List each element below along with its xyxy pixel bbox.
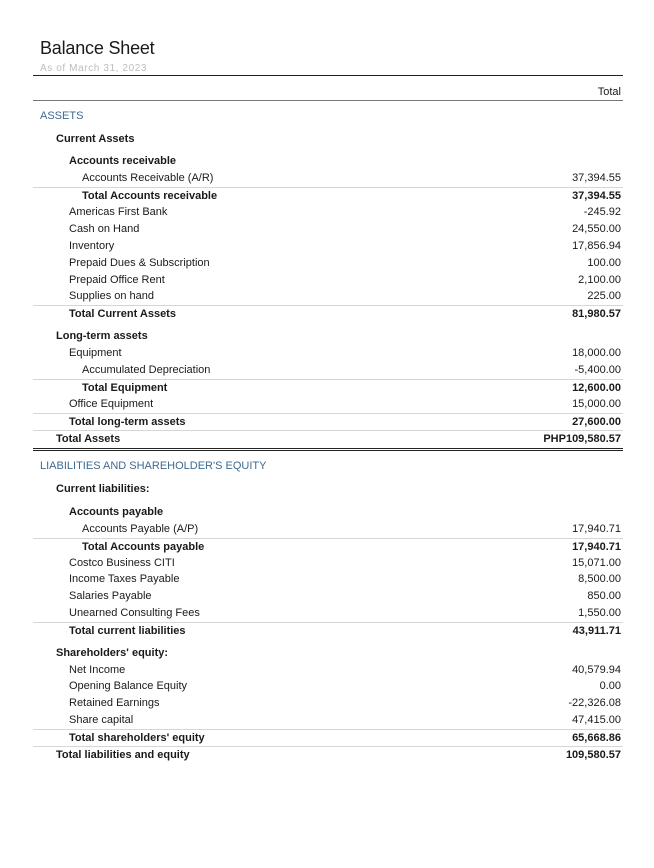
row-label: Equipment — [69, 347, 122, 359]
row-amount: 15,071.00 — [572, 557, 621, 569]
row-amount: 18,000.00 — [572, 347, 621, 359]
row-label: Current Assets — [56, 133, 135, 145]
row-label: Income Taxes Payable — [69, 573, 180, 585]
row-label: Total Current Assets — [69, 308, 176, 320]
row-label: Opening Balance Equity — [69, 680, 188, 692]
account-row — [33, 678, 623, 695]
row-label: Accounts payable — [69, 506, 164, 518]
header-rule — [33, 75, 623, 76]
grand-row — [33, 430, 623, 448]
row-amount: 17,856.94 — [572, 240, 621, 252]
row-label: Accumulated Depreciation — [82, 364, 211, 376]
row-amount: 100.00 — [587, 257, 621, 269]
account-row — [33, 255, 623, 272]
account-row — [33, 204, 623, 221]
row-amount: 8,500.00 — [578, 573, 621, 585]
row-amount: -245.92 — [583, 206, 621, 218]
report-title: Balance Sheet — [40, 38, 155, 58]
row-amount: 40,579.94 — [572, 664, 621, 676]
row-label: Net Income — [69, 664, 126, 676]
row-amount: 24,550.00 — [572, 223, 621, 235]
column-header-total: Total — [597, 86, 621, 98]
account-row — [33, 712, 623, 729]
account-row — [33, 521, 623, 538]
row-label: Total shareholders' equity — [69, 732, 205, 744]
row-label: Long-term assets — [56, 330, 148, 342]
total-row — [33, 305, 623, 323]
account-row — [33, 555, 623, 572]
row-label: Unearned Consulting Fees — [69, 607, 200, 619]
row-amount: -22,326.08 — [568, 697, 621, 709]
row-amount: 850.00 — [587, 590, 621, 602]
row-label: Total Equipment — [82, 382, 168, 394]
row-label: Inventory — [69, 240, 115, 252]
row-amount: 65,668.86 — [572, 732, 621, 744]
row-amount: 0.00 — [599, 680, 621, 692]
account-row — [33, 571, 623, 588]
row-label: LIABILITIES AND SHAREHOLDER'S EQUITY — [40, 460, 267, 472]
row-label: Shareholders' equity: — [56, 647, 169, 659]
row-amount: PHP109,580.57 — [543, 433, 621, 445]
account-row — [33, 272, 623, 289]
row-label: Accounts Payable (A/P) — [82, 523, 199, 535]
row-label: Supplies on hand — [69, 290, 155, 302]
account-row — [33, 221, 623, 238]
row-label: Cash on Hand — [69, 223, 140, 235]
account-row — [33, 288, 623, 305]
row-amount: 43,911.71 — [572, 625, 621, 637]
row-amount: 1,550.00 — [578, 607, 621, 619]
row-label: Total current liabilities — [69, 625, 186, 637]
total-row — [33, 413, 623, 431]
row-label: Total Assets — [56, 433, 121, 445]
total-row — [33, 622, 623, 640]
row-label: Prepaid Office Rent — [69, 274, 165, 286]
row-label: Total liabilities and equity — [56, 749, 190, 761]
row-label: Total Accounts receivable — [82, 190, 218, 202]
row-label: ASSETS — [40, 110, 84, 122]
row-label: Share capital — [69, 714, 134, 726]
account-row — [33, 170, 623, 187]
section-header — [33, 458, 623, 475]
total-row — [33, 379, 623, 397]
account-row — [33, 695, 623, 712]
account-row — [33, 662, 623, 679]
group-row — [33, 504, 623, 521]
row-amount: 27,600.00 — [572, 416, 621, 428]
row-amount: 17,940.71 — [572, 541, 621, 553]
account-row — [33, 238, 623, 255]
group-row — [33, 645, 623, 662]
group-row — [33, 153, 623, 170]
row-amount: 37,394.55 — [572, 172, 621, 184]
row-label: Retained Earnings — [69, 697, 160, 709]
row-label: Accounts receivable — [69, 155, 176, 167]
row-label: Salaries Payable — [69, 590, 152, 602]
account-row — [33, 362, 623, 379]
row-amount: 37,394.55 — [572, 190, 621, 202]
account-row — [33, 396, 623, 413]
row-amount: 2,100.00 — [578, 274, 621, 286]
row-label: Accounts Receivable (A/R) — [82, 172, 214, 184]
row-amount: -5,400.00 — [574, 364, 621, 376]
account-row — [33, 588, 623, 605]
row-label: Office Equipment — [69, 398, 154, 410]
row-label: Costco Business CITI — [69, 557, 175, 569]
total-row — [33, 187, 623, 205]
group-row — [33, 328, 623, 345]
report-subtitle: As of March 31, 2023 — [40, 63, 148, 74]
row-amount: 17,940.71 — [572, 523, 621, 535]
total-row — [33, 746, 623, 764]
row-label: Americas First Bank — [69, 206, 168, 218]
row-label: Current liabilities: — [56, 483, 150, 495]
group-row — [33, 481, 623, 498]
row-amount: 47,415.00 — [572, 714, 621, 726]
row-label: Total Accounts payable — [82, 541, 205, 553]
row-label: Prepaid Dues & Subscription — [69, 257, 210, 269]
section-header — [33, 108, 623, 125]
account-row — [33, 605, 623, 622]
group-row — [33, 131, 623, 148]
total-row — [33, 729, 623, 747]
row-label: Total long-term assets — [69, 416, 186, 428]
column-header-rule — [33, 100, 623, 101]
account-row — [33, 345, 623, 362]
row-amount: 12,600.00 — [572, 382, 621, 394]
row-amount: 81,980.57 — [572, 308, 621, 320]
row-amount: 225.00 — [587, 290, 621, 302]
row-amount: 109,580.57 — [565, 749, 621, 761]
total-row — [33, 538, 623, 556]
row-amount: 15,000.00 — [572, 398, 621, 410]
